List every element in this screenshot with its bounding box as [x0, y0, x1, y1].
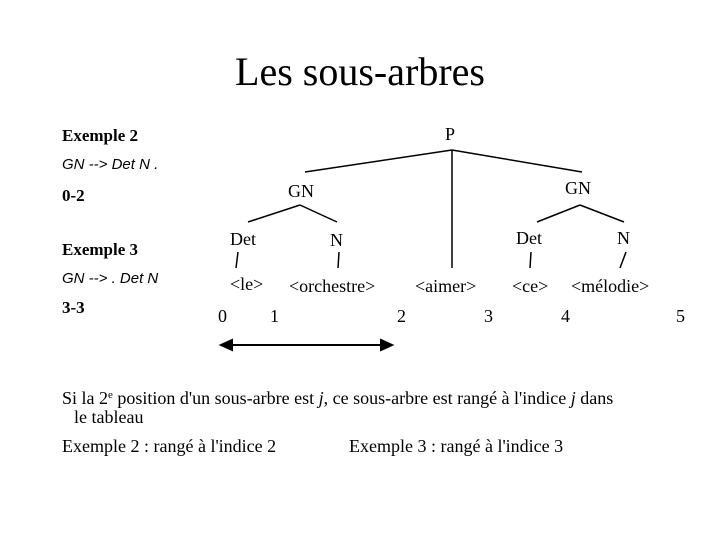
word-aimer: <aimer> — [415, 276, 477, 296]
node-p: P — [445, 124, 456, 144]
explanation-line2: le tableau — [74, 407, 144, 427]
explanation-var-j1: j — [318, 388, 324, 408]
node-n-left: N — [330, 230, 343, 250]
page-title: Les sous-arbres — [235, 49, 485, 94]
edge-det-le — [236, 252, 238, 268]
edge-n-orchestre — [338, 252, 339, 268]
explanation-sup: e — [108, 389, 113, 401]
edge-n-melodie — [620, 252, 626, 268]
node-det-right: Det — [516, 228, 542, 248]
edge-gnr-det — [537, 205, 580, 222]
result-example-2: Exemple 2 : rangé à l'indice 2 — [62, 436, 277, 456]
edge-gnl-det — [248, 205, 300, 222]
index-0: 0 — [218, 306, 227, 326]
span-arrow-head — [381, 340, 392, 350]
result-example-3: Exemple 3 : rangé à l'indice 3 — [349, 436, 564, 456]
word-orchestre: <orchestre> — [289, 276, 376, 296]
index-5: 5 — [676, 306, 685, 326]
example-2-heading: Exemple 2 — [62, 126, 139, 145]
explanation-part1: Si la 2 — [62, 388, 109, 408]
example-3-rule: GN --> . Det N — [62, 270, 159, 287]
edge-det-ce — [530, 252, 531, 268]
node-n-right: N — [617, 228, 630, 248]
explanation-part3: , ce sous-arbre est rangé à l'indice — [323, 388, 571, 408]
node-gn-right: GN — [565, 178, 591, 198]
explanation-var-j2: j — [570, 388, 576, 408]
word-melodie: <mélodie> — [571, 276, 650, 296]
example-2-rule: GN --> Det N . — [62, 156, 159, 173]
explanation-part2: position d'un sous-arbre est — [112, 388, 319, 408]
node-det-left: Det — [230, 229, 256, 249]
example-3-range: 3-3 — [62, 298, 85, 317]
index-4: 4 — [561, 306, 570, 326]
edge-gnr-n — [580, 205, 624, 222]
word-ce: <ce> — [512, 276, 549, 296]
index-1: 1 — [270, 306, 279, 326]
edge-p-gn-right — [452, 150, 582, 172]
edge-gnl-n — [300, 205, 337, 222]
node-gn-left: GN — [288, 181, 314, 201]
example-3-heading: Exemple 3 — [62, 240, 139, 259]
index-3: 3 — [484, 306, 493, 326]
span-arrow-tail — [221, 340, 232, 350]
index-2: 2 — [397, 306, 406, 326]
edge-p-gn-left — [305, 150, 452, 172]
explanation-part4: dans — [575, 388, 614, 408]
word-le: <le> — [230, 274, 264, 294]
example-2-range: 0-2 — [62, 186, 85, 205]
explanation-paragraph — [62, 384, 702, 409]
